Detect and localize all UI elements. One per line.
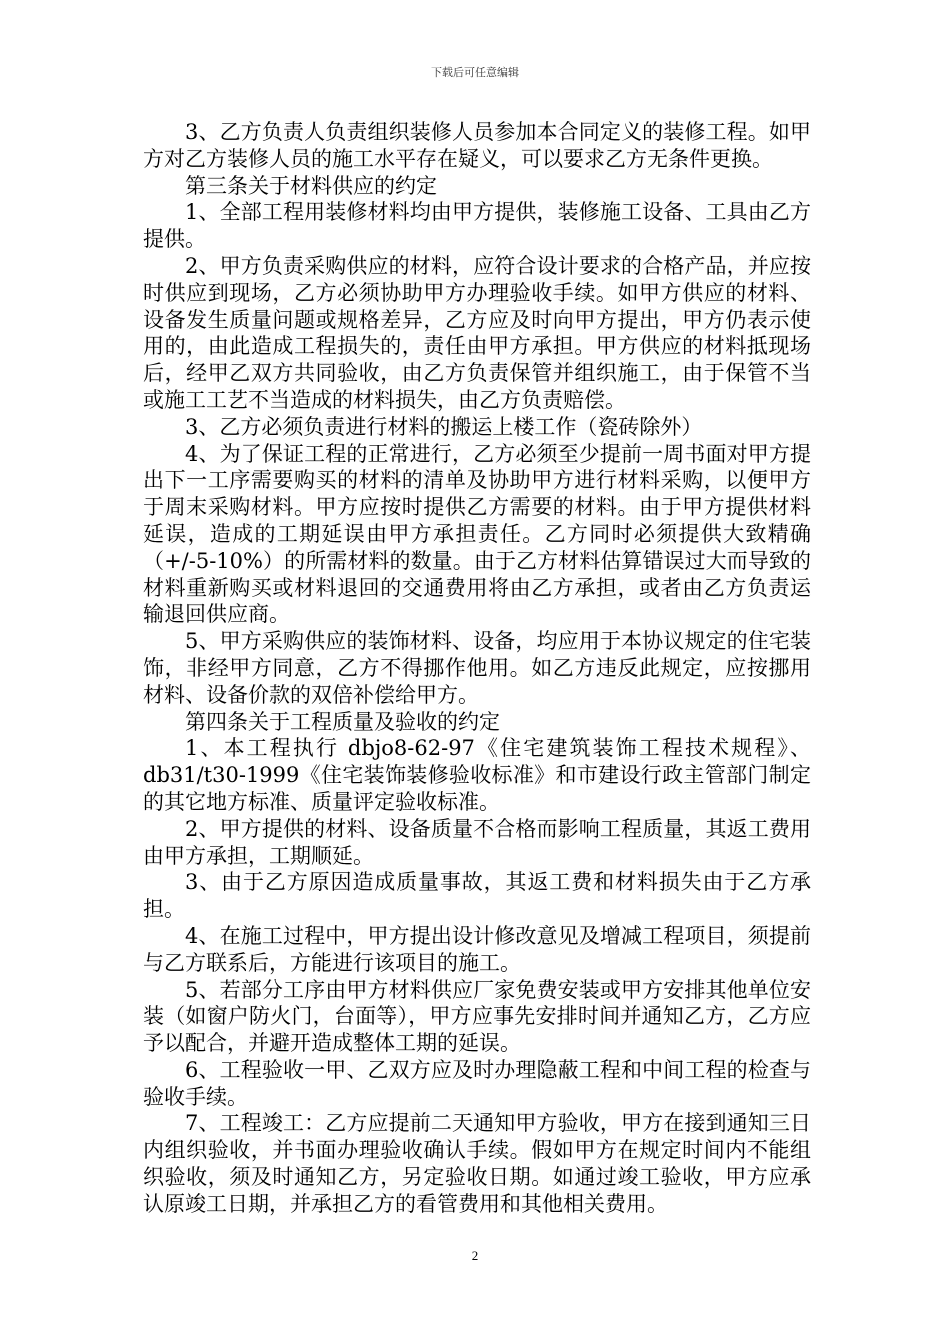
- paragraph-quality-4: 4、在施工过程中，甲方提出设计修改意见及增减工程项目，须提前与乙方联系后，方能进行该项目的施工。: [143, 923, 811, 975]
- paragraph-quality-6: 6、工程验收一甲、乙双方应及时办理隐蔽工程和中间工程的检查与验收手续。: [143, 1057, 811, 1109]
- paragraph-quality-3: 3、由于乙方原因造成质量事故，其返工费和材料损失由于乙方承担。: [143, 870, 811, 922]
- paragraph-materials-2: 2、甲方负责采购供应的材料，应符合设计要求的合格产品，并应按时供应到现场，乙方必须协助甲方办理验收手续。如甲方供应的材料、设备发生质量问题或规格差异，乙方应及时向甲方提出，甲方仍表示使用的，由此造成工程损失的，责任由甲方承担。甲方供应的材料抵现场后，经甲乙双方共同验收，由乙方负责保管并组织施工，由于保管不当或施工工艺不当造成的材料损失，由乙方负责赔偿。: [143, 253, 811, 412]
- paragraph-quality-1: 1、本工程执行 dbjo8-62-97《住宅建筑装饰工程技术规程》、db31/t30-1999《住宅装饰装修验收标准》和市建设行政主管部门制定的其它地方标准、质量评定验收标准。: [143, 736, 811, 814]
- paragraph-materials-1: 1、全部工程用装修材料均由甲方提供，装修施工设备、工具由乙方提供。: [143, 200, 811, 252]
- paragraph-clause-2-3: 3、乙方负责人负责组织装修人员参加本合同定义的装修工程。如甲方对乙方装修人员的施工水平存在疑义，可以要求乙方无条件更换。: [143, 120, 811, 171]
- section-heading-article-3: 第三条关于材料供应的约定: [185, 173, 437, 198]
- page-header: 下载后可任意编辑: [431, 66, 519, 79]
- document-body: [143, 119, 811, 1218]
- paragraph-quality-2: 2、甲方提供的材料、设备质量不合格而影响工程质量，其返工费用由甲方承担，工期顺延。: [143, 816, 811, 868]
- paragraph-quality-7: 7、工程竣工：乙方应提前二天通知甲方验收，甲方在接到通知三日内组织验收，并书面办理验收确认手续。假如甲方在规定时间内不能组织验收，须及时通知乙方，另定验收日期。如通过竣工验收，甲方应承认原竣工日期，并承担乙方的看管费用和其他相关费用。: [143, 1111, 811, 1216]
- section-heading-article-4: 第四条关于工程质量及验收的约定: [185, 709, 500, 734]
- paragraph-materials-4: 4、为了保证工程的正常进行，乙方必须至少提前一周书面对甲方提出下一工序需要购买的材料的清单及协助甲方进行材料采购，以便甲方于周末采购材料。甲方应按时提供乙方需要的材料。由于甲方提供材料延误，造成的工期延误由甲方承担责任。乙方同时必须提供大致精确（+/-5-10%）的所需材料的数量。由于乙方材料估算错误过大而导致的材料重新购买或材料退回的交通费用将由乙方承担，或者由乙方负责运输退回供应商。: [143, 441, 811, 627]
- paragraph-materials-5: 5、甲方采购供应的装饰材料、设备，均应用于本协议规定的住宅装饰，非经甲方同意，乙方不得挪作他用。如乙方违反此规定，应按挪用材料、设备价款的双倍补偿给甲方。: [143, 629, 811, 707]
- paragraph-quality-5: 5、若部分工序由甲方材料供应厂家免费安装或甲方安排其他单位安装（如窗户防火门，台面等），甲方应事先安排时间并通知乙方，乙方应予以配合，并避开造成整体工期的延误。: [143, 977, 811, 1056]
- paragraph-materials-3: 3、乙方必须负责进行材料的搬运上楼工作（瓷砖除外）: [185, 414, 703, 439]
- page-number: 2: [471, 1248, 479, 1263]
